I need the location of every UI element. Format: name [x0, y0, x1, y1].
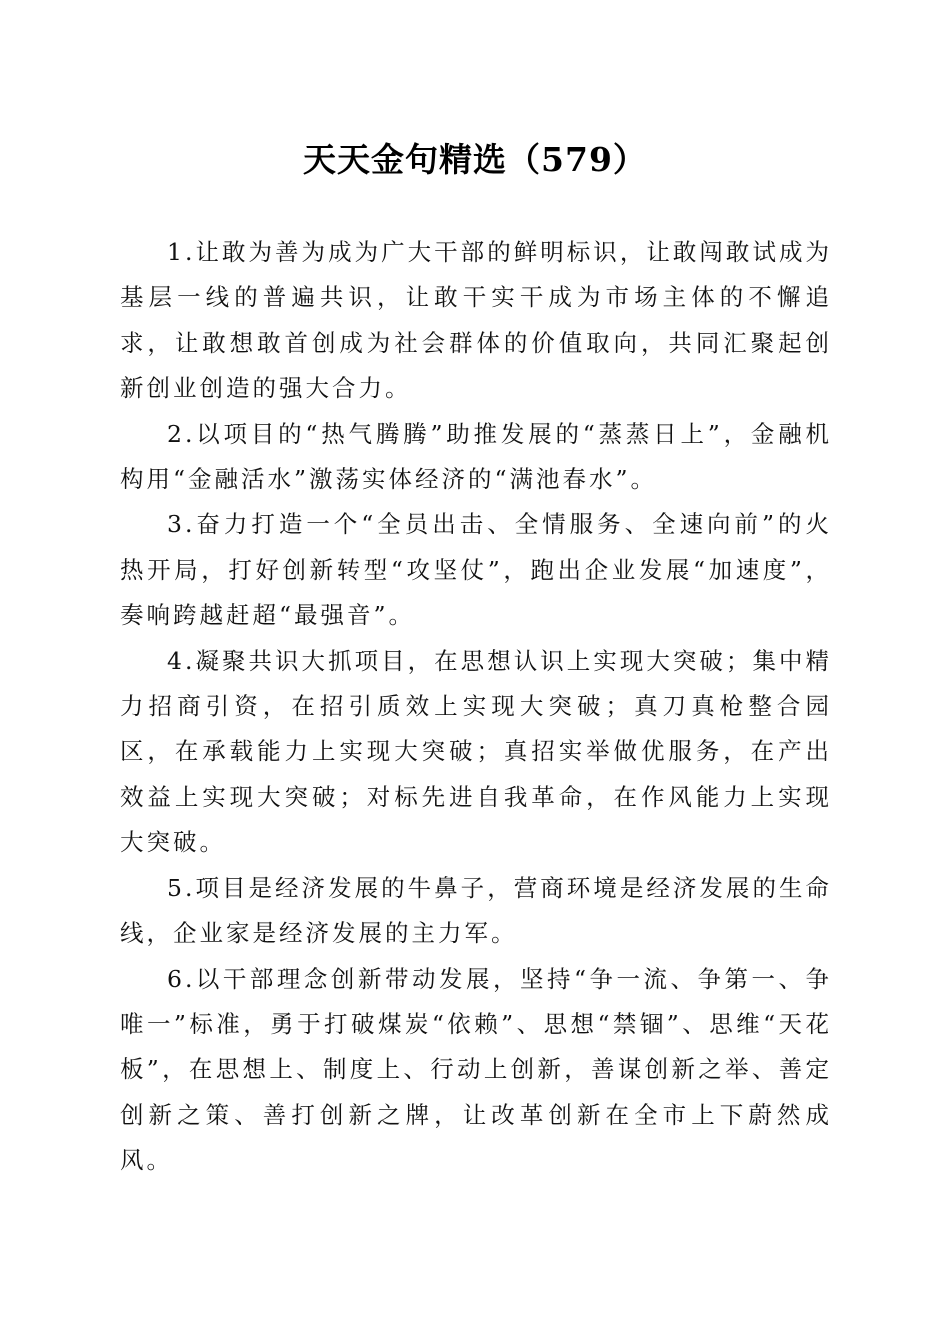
- paragraph-6: 6.以干部理念创新带动发展，坚持“争一流、争第一、争唯一”标准，勇于打破煤炭“依赖”、思想“禁锢”、思维“天花板”，在思想上、制度上、行动上创新，善谋创新之举、善定创新之策、善打创新之牌，让改革创新在全市上下蔚然成风。: [120, 964, 832, 1175]
- paragraph-3: 3.奋力打造一个“全员出击、全情服务、全速向前”的火热开局，打好创新转型“攻坚仗”，跑出企业发展“加速度”，奏响跨越赶超“最强音”。: [120, 510, 832, 630]
- page-title: 天天金句精选（579）: [303, 140, 647, 179]
- paragraph-5: 5.项目是经济发展的牛鼻子，营商环境是经济发展的生命线，企业家是经济发展的主力军。: [120, 873, 832, 948]
- paragraph-1: 1.让敢为善为成为广大干部的鲜明标识，让敢闯敢试成为基层一线的普遍共识，让敢干实干成为市场主体的不懈追求，让敢想敢首创成为社会群体的价值取向，共同汇聚起创新创业创造的强大合力。: [120, 238, 832, 403]
- paragraph-4: 4.凝聚共识大抓项目，在思想认识上实现大突破；集中精力招商引资，在招引质效上实现大突破；真刀真枪整合园区，在承载能力上实现大突破；真招实举做优服务，在产出效益上实现大突破；对标先进自我革命，在作风能力上实现大突破。: [120, 646, 832, 857]
- paragraph-2: 2.以项目的“热气腾腾”助推发展的“蒸蒸日上”，金融机构用“金融活水”激荡实体经济的“满池春水”。: [120, 419, 832, 494]
- document-body: [120, 230, 832, 1184]
